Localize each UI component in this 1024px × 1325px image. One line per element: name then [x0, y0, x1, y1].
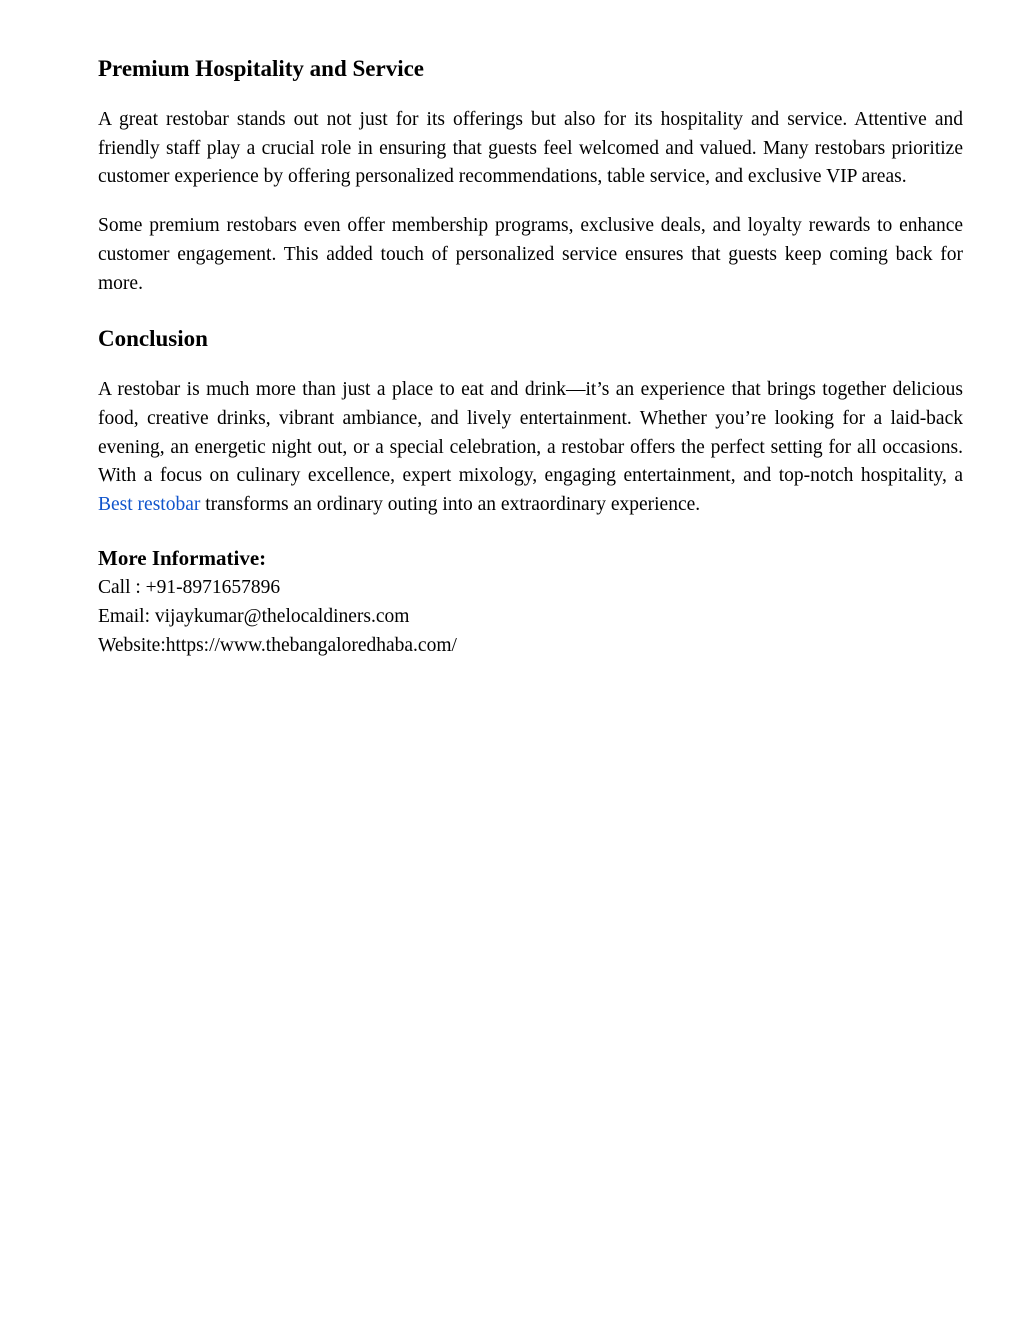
paragraph-hospitality-intro: A great restobar stands out not just for its offerings but also for its hospitality and service. Attentive and friendly staff play a crucial role in ensuring that guests feel welcomed and valued. Many restobars prioritize customer experience by offering personalized recommendations, table service, and exclusive VIP areas.: [98, 109, 963, 188]
document-page: [98, 0, 963, 660]
contact-title: More Informative:: [98, 545, 267, 570]
conclusion-text-start: A restobar is much more than just a place to eat and drink—it’s an experience that brings together delicious food, creative drinks, vibrant ambiance, and lively entertainment. Whether you’re looking for a laid-back evening, an energetic night out, or a special celebration, a restobar offers the perfect setting for all occasions. With a focus on culinary excellence, expert mixology, engaging entertainment, and top-notch hospitality, a: [98, 379, 963, 487]
contact-website: Website:https://www.thebangaloredhaba.com/: [98, 634, 457, 656]
best-restobar-link[interactable]: Best restobar: [98, 494, 201, 516]
paragraph-membership-programs: Some premium restobars even offer membership programs, exclusive deals, and loyalty rewards to enhance customer engagement. This added touch of personalized service ensures that guests keep coming back for more.: [98, 215, 963, 294]
section-heading-premium-hospitality: Premium Hospitality and Service: [98, 56, 425, 81]
paragraph-conclusion: [98, 376, 963, 520]
contact-block: [98, 544, 963, 660]
section-heading-conclusion: Conclusion: [98, 326, 208, 352]
conclusion-text-end: transforms an ordinary outing into an extraordinary experience.: [200, 494, 701, 516]
contact-phone: Call : +91-8971657896: [98, 576, 281, 598]
contact-email: Email: vijaykumar@thelocaldiners.com: [98, 605, 410, 627]
